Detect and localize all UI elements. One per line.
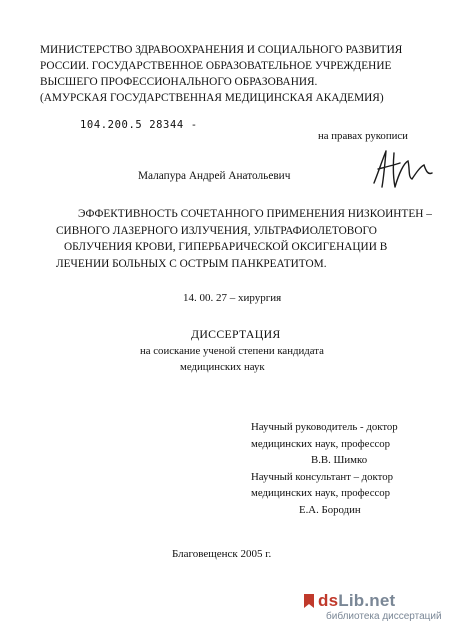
supervisors-block — [251, 419, 398, 518]
registry-stamp: 104.200.5 28344 - — [80, 119, 198, 131]
watermark-logo[interactable] — [318, 591, 395, 611]
watermark-subtitle: библиотека диссертаций — [326, 611, 442, 622]
signature-icon — [368, 143, 436, 195]
manuscript-rights-note: на правах рукописи — [318, 130, 408, 142]
consultant-name: Е.А. Бородин — [299, 503, 361, 516]
degree-line: на соискание ученой степени кандидата — [140, 345, 324, 357]
title-line: ОБЛУЧЕНИЯ КРОВИ, ГИПЕРБАРИЧЕСКОЙ ОКСИГЕНАЦИИ В — [64, 241, 388, 253]
brand-accent: ds — [318, 591, 339, 610]
brand-rest: Lib.net — [338, 591, 396, 610]
supervisor-role: Научный руководитель - доктор — [251, 421, 398, 433]
city-year: Благовещенск 2005 г. — [172, 548, 272, 560]
ribbon-icon — [302, 593, 316, 609]
header-line: ВЫСШЕГО ПРОФЕССИОНАЛЬНОГО ОБРАЗОВАНИЯ. — [40, 76, 318, 88]
specialty-code: 14. 00. 27 – хирургия — [183, 292, 282, 304]
degree-field: медицинских наук — [180, 361, 265, 373]
consultant-degree: медицинских наук, профессор — [251, 487, 391, 499]
supervisor-name: В.В. Шимко — [311, 454, 368, 466]
supervisor-degree: медицинских наук, профессор — [251, 437, 391, 450]
consultant-role: Научный консультант – доктор — [251, 470, 394, 483]
dissertation-title — [56, 206, 432, 272]
ministry-header — [40, 42, 402, 106]
header-line: РОССИИ. ГОСУДАРСТВЕННОЕ ОБРАЗОВАТЕЛЬНОЕ УЧРЕЖДЕНИЕ — [40, 60, 392, 72]
title-line: ЛЕЧЕНИИ БОЛЬНЫХ С ОСТРЫМ ПАНКРЕАТИТОМ. — [56, 257, 327, 270]
header-line: МИНИСТЕРСТВО ЗДРАВООХРАНЕНИЯ И СОЦИАЛЬНОГО РАЗВИТИЯ — [40, 44, 403, 56]
title-line: ЭФФЕКТИВНОСТЬ СОЧЕТАННОГО ПРИМЕНЕНИЯ НИЗКОИНТЕН – — [78, 208, 432, 220]
author-name: Малапура Андрей Анатольевич — [138, 170, 291, 182]
title-line: СИВНОГО ЛАЗЕРНОГО ИЗЛУЧЕНИЯ, УЛЬТРАФИОЛЕТОВОГО — [56, 224, 377, 237]
dissertation-heading: ДИССЕРТАЦИЯ — [191, 327, 281, 341]
header-line: (АМУРСКАЯ ГОСУДАРСТВЕННАЯ МЕДИЦИНСКАЯ АКАДЕМИЯ) — [40, 92, 384, 104]
